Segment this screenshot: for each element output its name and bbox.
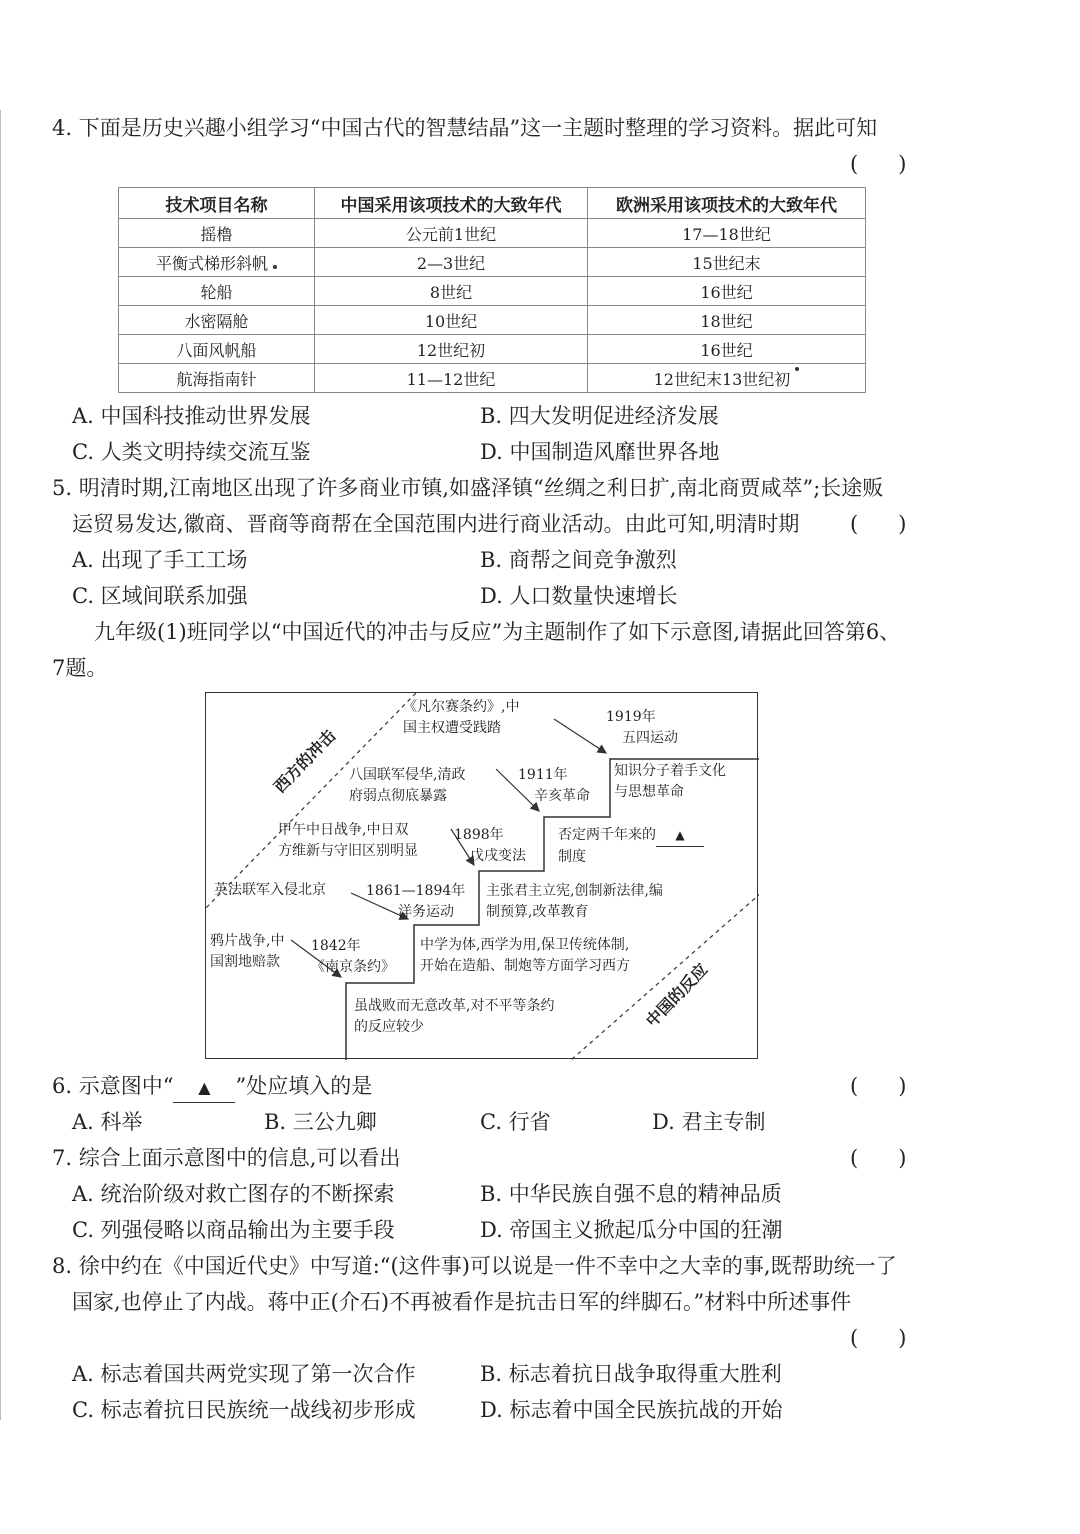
table-cell-text: 12世纪末13世纪初 (653, 369, 791, 389)
event-year: 1898年 (454, 827, 504, 843)
table-cell: 16世纪 (588, 277, 866, 306)
impact-anglo-french: 英法联军入侵北京 (214, 882, 326, 898)
event-name: 洋务运动 (398, 904, 454, 920)
table-cell: 10世纪 (315, 306, 588, 335)
impact-text: 鸦片战争,中 (210, 933, 285, 949)
response-text: 制预算,改革教育 (486, 904, 589, 920)
q4-option-a[interactable]: A. 中国科技推动世界发展 (72, 404, 311, 428)
q5-option-d[interactable]: D. 人口数量快速增长 (480, 584, 678, 608)
q7-option-c[interactable]: C. 列强侵略以商品输出为主要手段 (72, 1218, 395, 1242)
table-cell: 17—18世纪 (588, 219, 866, 248)
event-name: 《南京条约》 (311, 959, 395, 975)
response-text (558, 825, 704, 847)
impact-text: 《凡尔赛条约》,中 (403, 699, 520, 715)
response-1861 (420, 935, 630, 977)
table-row (119, 335, 866, 364)
q5-option-b[interactable]: B. 商帮之间竞争激烈 (480, 548, 677, 572)
q5-answer-paren[interactable]: ( ) (850, 512, 907, 536)
q4-tech-table (118, 187, 866, 393)
table-cell (119, 248, 315, 277)
event-1861 (366, 881, 465, 923)
table-cell: 八面风帆船 (119, 335, 315, 364)
intro-6-7-line1: 九年级(1)班同学以“中国近代的冲击与反应”为主题制作了如下示意图,请据此回答第6、 (94, 620, 901, 644)
q8-option-c[interactable]: C. 标志着抗日民族统一战线初步形成 (72, 1398, 416, 1422)
event-year: 1911年 (518, 767, 568, 783)
response-text: 开始在造船、制炮等方面学习西方 (420, 958, 630, 974)
response-1898 (486, 881, 663, 923)
dot-mark (273, 265, 277, 269)
response-1919 (614, 761, 726, 803)
event-1911 (518, 765, 590, 807)
q4-option-c[interactable]: C. 人类文明持续交流互鉴 (72, 440, 311, 464)
q4-answer-paren[interactable]: ( ) (850, 152, 907, 176)
q8-option-a[interactable]: A. 标志着国共两党实现了第一次合作 (72, 1362, 416, 1386)
table-cell: 18世纪 (588, 306, 866, 335)
q4-stem: 4. 下面是历史兴趣小组学习“中国古代的智慧结晶”这一主题时整理的学习资料。据此可知 (52, 116, 878, 140)
impact-sino-japanese-war (278, 820, 418, 862)
impact-response-diagram (205, 692, 758, 1059)
response-text: 的反应较少 (354, 1019, 424, 1035)
q6-stem-pre: 6. 示意图中“ (52, 1074, 174, 1098)
table-cell-text: 平衡式梯形斜帆 (155, 253, 268, 273)
impact-text: 方维新与守旧区别明显 (278, 843, 418, 859)
q7-option-b[interactable]: B. 中华民族自强不息的精神品质 (480, 1182, 782, 1206)
q5-stem-line1: 5. 明清时期,江南地区出现了许多商业市镇,如盛泽镇“丝绸之利日扩,南北商贾咸萃”;长途贩 (52, 476, 884, 500)
event-year: 1919年 (606, 709, 656, 725)
q7-answer-paren[interactable]: ( ) (850, 1146, 907, 1170)
table-cell: 水密隔舱 (119, 306, 315, 335)
page-margin-rule (0, 110, 1, 1420)
q8-stem-line1: 8. 徐中约在《中国近代史》中写道:“(这件事)可以说是一件不幸中之大幸的事,既帮助统一了 (52, 1254, 897, 1278)
event-1842 (311, 936, 395, 978)
impact-text: 府弱点彻底暴露 (349, 788, 447, 804)
q5-option-c[interactable]: C. 区域间联系加强 (72, 584, 248, 608)
event-name: 五四运动 (622, 730, 678, 746)
response-text: 虽战败而无意改革,对不平等条约 (354, 998, 555, 1014)
impact-versailles (403, 697, 519, 739)
table-row (119, 248, 866, 277)
q8-option-b[interactable]: B. 标志着抗日战争取得重大胜利 (480, 1362, 782, 1386)
impact-text: 甲午中日战争,中日双 (278, 822, 409, 838)
response-1911 (558, 825, 704, 868)
q6-blank: ▲ (173, 1074, 235, 1103)
q6-option-d[interactable]: D. 君主专制 (652, 1110, 766, 1134)
table-header-row (119, 188, 866, 219)
blank-triangle: ▲ (656, 825, 704, 847)
q6-option-c[interactable]: C. 行省 (480, 1110, 551, 1134)
event-name: 辛亥革命 (534, 788, 590, 804)
table-cell: 公元前1世纪 (315, 219, 588, 248)
impact-eight-nation (349, 765, 465, 807)
q4-option-b[interactable]: B. 四大发明促进经济发展 (480, 404, 719, 428)
q6-option-b[interactable]: B. 三公九卿 (264, 1110, 377, 1134)
response-1842 (354, 996, 554, 1038)
table-cell: 11—12世纪 (315, 364, 588, 393)
table-cell: 摇橹 (119, 219, 315, 248)
q6-stem-post: ”处应填入的是 (235, 1074, 373, 1098)
event-1919 (606, 707, 678, 749)
impact-text: 八国联军侵华,清政 (349, 767, 466, 783)
q7-option-d[interactable]: D. 帝国主义掀起瓜分中国的狂潮 (480, 1218, 783, 1242)
table-header: 中国采用该项技术的大致年代 (315, 188, 588, 219)
event-1898 (454, 825, 526, 867)
q5-stem-line2: 运贸易发达,徽商、晋商等商帮在全国范围内进行商业活动。由此可知,明清时期 (72, 512, 800, 536)
intro-6-7-line2: 7题。 (52, 656, 108, 680)
event-name: 戊戌变法 (470, 848, 526, 864)
arrow-1919 (554, 719, 606, 753)
impact-opium-war (210, 931, 284, 973)
q8-answer-paren[interactable]: ( ) (850, 1326, 907, 1350)
response-text: 知识分子着手文化 (614, 763, 726, 779)
response-text: 中学为体,西学为用,保卫传统体制, (420, 937, 630, 953)
q7-option-a[interactable]: A. 统治阶级对救亡图存的不断探索 (72, 1182, 395, 1206)
q8-stem-line2: 国家,也停止了内战。蒋中正(介石)不再被看作是抗击日军的绊脚石。”材料中所述事件 (72, 1290, 852, 1314)
west-impact-label: 西方的冲击 (270, 725, 340, 797)
q8-option-d[interactable]: D. 标志着中国全民族抗战的开始 (480, 1398, 783, 1422)
q6-answer-paren[interactable]: ( ) (850, 1074, 907, 1098)
response-text: 与思想革命 (614, 784, 684, 800)
table-cell: 8世纪 (315, 277, 588, 306)
table-row (119, 219, 866, 248)
event-year: 1842年 (311, 938, 361, 954)
table-cell: 2—3世纪 (315, 248, 588, 277)
table-cell: 轮船 (119, 277, 315, 306)
table-cell: 16世纪 (588, 335, 866, 364)
china-response-label: 中国的反应 (642, 959, 712, 1031)
response-text: 主张君主立宪,创制新法律,编 (486, 883, 663, 899)
table-row (119, 306, 866, 335)
table-cell: 航海指南针 (119, 364, 315, 393)
table-header: 技术项目名称 (119, 188, 315, 219)
table-cell: 15世纪末 (588, 248, 866, 277)
table-row (119, 277, 866, 306)
q7-stem: 7. 综合上面示意图中的信息,可以看出 (52, 1146, 401, 1170)
response-text: 制度 (558, 849, 586, 865)
event-year: 1861—1894年 (366, 883, 466, 899)
q6-stem (52, 1072, 372, 1103)
response-text-part: 否定两千年来的 (558, 827, 656, 843)
table-cell: 12世纪初 (315, 335, 588, 364)
q4-option-d[interactable]: D. 中国制造风靡世界各地 (480, 440, 720, 464)
q5-option-a[interactable]: A. 出现了手工工场 (72, 548, 248, 572)
table-header: 欧洲采用该项技术的大致年代 (588, 188, 866, 219)
dot-mark (795, 367, 799, 371)
q6-option-a[interactable]: A. 科举 (72, 1110, 143, 1134)
table-row (119, 364, 866, 393)
impact-text: 国主权遭受践踏 (403, 720, 501, 736)
impact-text: 国割地赔款 (210, 954, 280, 970)
table-cell (588, 364, 866, 393)
